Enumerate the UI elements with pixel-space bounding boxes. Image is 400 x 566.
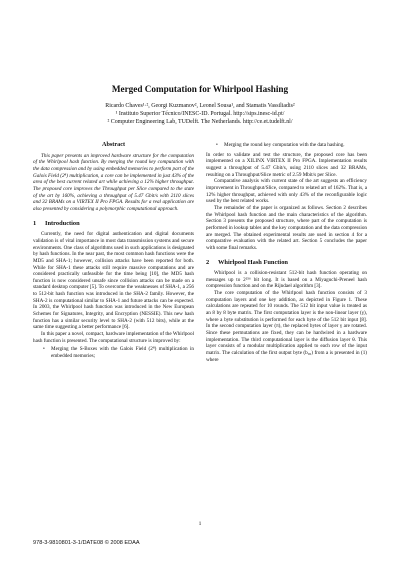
abstract-heading: Abstract — [101, 141, 126, 148]
section2-heading — [206, 260, 367, 267]
intro-title: Introduction — [45, 219, 80, 227]
contribution-item-2: • Merging the round key computation with the data hashing. — [216, 142, 367, 149]
author-block — [0, 102, 400, 127]
right-column — [206, 142, 367, 363]
author-list: Ricardo Chaves¹·², Georgi Kuzmanov², Leonel Sousa¹, and Stamatis Vassiliadis² — [105, 103, 295, 109]
contribution-item-1: • Merging the S-Boxes with the Galois Field (2⁸) multiplication in embedded memories; — [43, 346, 194, 359]
intro-paragraph-3: In order to validate and test the structure, the proposed core has been implemented on a XILINX VIRTEX II Pro FPGA. Implementation results suggest a throughput of 5.47 Gbit/s, using 2110 slices and 32 BRAMs, resulting on a Throughput/Slice metric of 2.59 Mbit/s per Slice. — [206, 151, 367, 178]
page-number: 1 — [198, 521, 202, 527]
paper-title: Merged Computation for Whirlpool Hashing — [111, 84, 289, 94]
contribution-list-cont — [206, 142, 367, 149]
intro-heading — [33, 221, 194, 228]
affiliation-2: ² Computer Engineering Lab, TUDelft. The Netherlands. http://ce.et.tudelft.nl/ — [107, 119, 293, 126]
section2-number: 2 — [206, 258, 210, 266]
contribution-list — [33, 346, 194, 359]
section2-title: Whirlpool Hash Function — [218, 258, 288, 266]
section2-paragraph-2: The core computation of the Whirlpool hash function consists of 3 computation layers and one key addition, as depicted in Figure 1. These calculations are repeated for 10 rounds. The 512 bit input value is treated as an 8 by 8 byte matrix. The first computation layer is the non-linear layer (γ), where a byte substitution is performed for each byte of the 512 bit input [8]. In the second computation layer (π), the replaced bytes of layer γ are rotated. Since these permutations are fixed, they can be hardwired in a hardware implementation. The third computational layer is the diffusion layer θ. This layer consists of a modular multiplication applied to each row of the input matrix. The calculation of the first output byte (b₀₀) from a is presented in (1) where — [206, 290, 367, 363]
intro-paragraph-4: Comparative analysis with current state of the art suggests an efficiency improvement in Throughput/Slice, compared to related art of 162%. That is, a 12% higher throughput, achieved with only 43% of the reconfigurable logic used by the best related works. — [206, 178, 367, 205]
affiliation-1: ¹ Instituto Superior Técnico/INESC-ID. Portugal. http://sips.inesc-id.pt/ — [115, 111, 285, 118]
intro-paragraph-5: The remainder of the paper is organized as follows. Section 2 describes the Whirlpool hash function and the main characteristics of the algorithm. Section 3 presents the proposed structure, where part of the computation is performed in lookup tables and the key computation and the data compression are merged. The obtained experimental results are used in section 4 for a comparative evaluation with the related art. Section 5 concludes the paper with some final remarks. — [206, 204, 367, 251]
intro-paragraph-2: In this paper a novel, compact, hardware implementation of the Whirlpool hash function is presented. The computational structure is improved by: — [33, 331, 194, 344]
left-column — [33, 142, 194, 362]
section2-paragraph-1: Whirlpool is a collision-resistant 512-bit hash function operating on messages up to 2²⁵⁶ bit long. It is based on a Miyaguchi-Preneel hash compression function and on the Rijndael algorithm [3]. — [206, 270, 367, 290]
copyright-footer: 978-3-9810801-3-1/DATE08 © 2008 EDAA — [33, 540, 140, 546]
intro-paragraph-1: Currently, the need for digital authentication and digital documents validation is of vital importance in most data transmission systems and secure environments. One class of algorithms used in such applications is designated by hash functions. In the near past, the most common hash functions were the MD5 and SHA-1; however, collision attacks have been reported for both. While for SHA-1 these attacks still require massive computations and are considered practically unfeasible for the time being [10], the MD5 hash function is now considered unsafe since collision attacks can be made on a standard desktop computer [5]. To overcome the weaknesses of SHA-1, a 256 to 512-bit hash function was introduced in the SHA-2 family. However, the SHA-2 is computational similar to SHA-1 and future attacks can be expected. In 2003, the Whirlpool hash function was introduced in the New European Schemes for Signatures, Integrity, and Encryption (NESSIE). This new hash function has a similar security level to SHA-2 (with 512 bits), while at the same time suggesting a better performance [6]. — [33, 231, 194, 331]
intro-number: 1 — [33, 219, 37, 227]
abstract-text: This paper presents an improved hardware structure for the computation of the Whirlpool hash function. By merging the round key computation with the data compression and by using embedded memories to perform part of the Galois Field (2⁸) multiplication, a core can be implemented in just 43% of the area of the best current related art while achieving a 12% higher throughput. The proposed core improves the Throughput per Slice compared to the state of the art by 160%, achieving a throughput of 5.47 Gbit/s with 2110 slices and 32 BRAMs on a VIRTEX II Pro FPGA. Results for a real application are also presented by considering a polymorphic computational approach. — [33, 152, 194, 212]
